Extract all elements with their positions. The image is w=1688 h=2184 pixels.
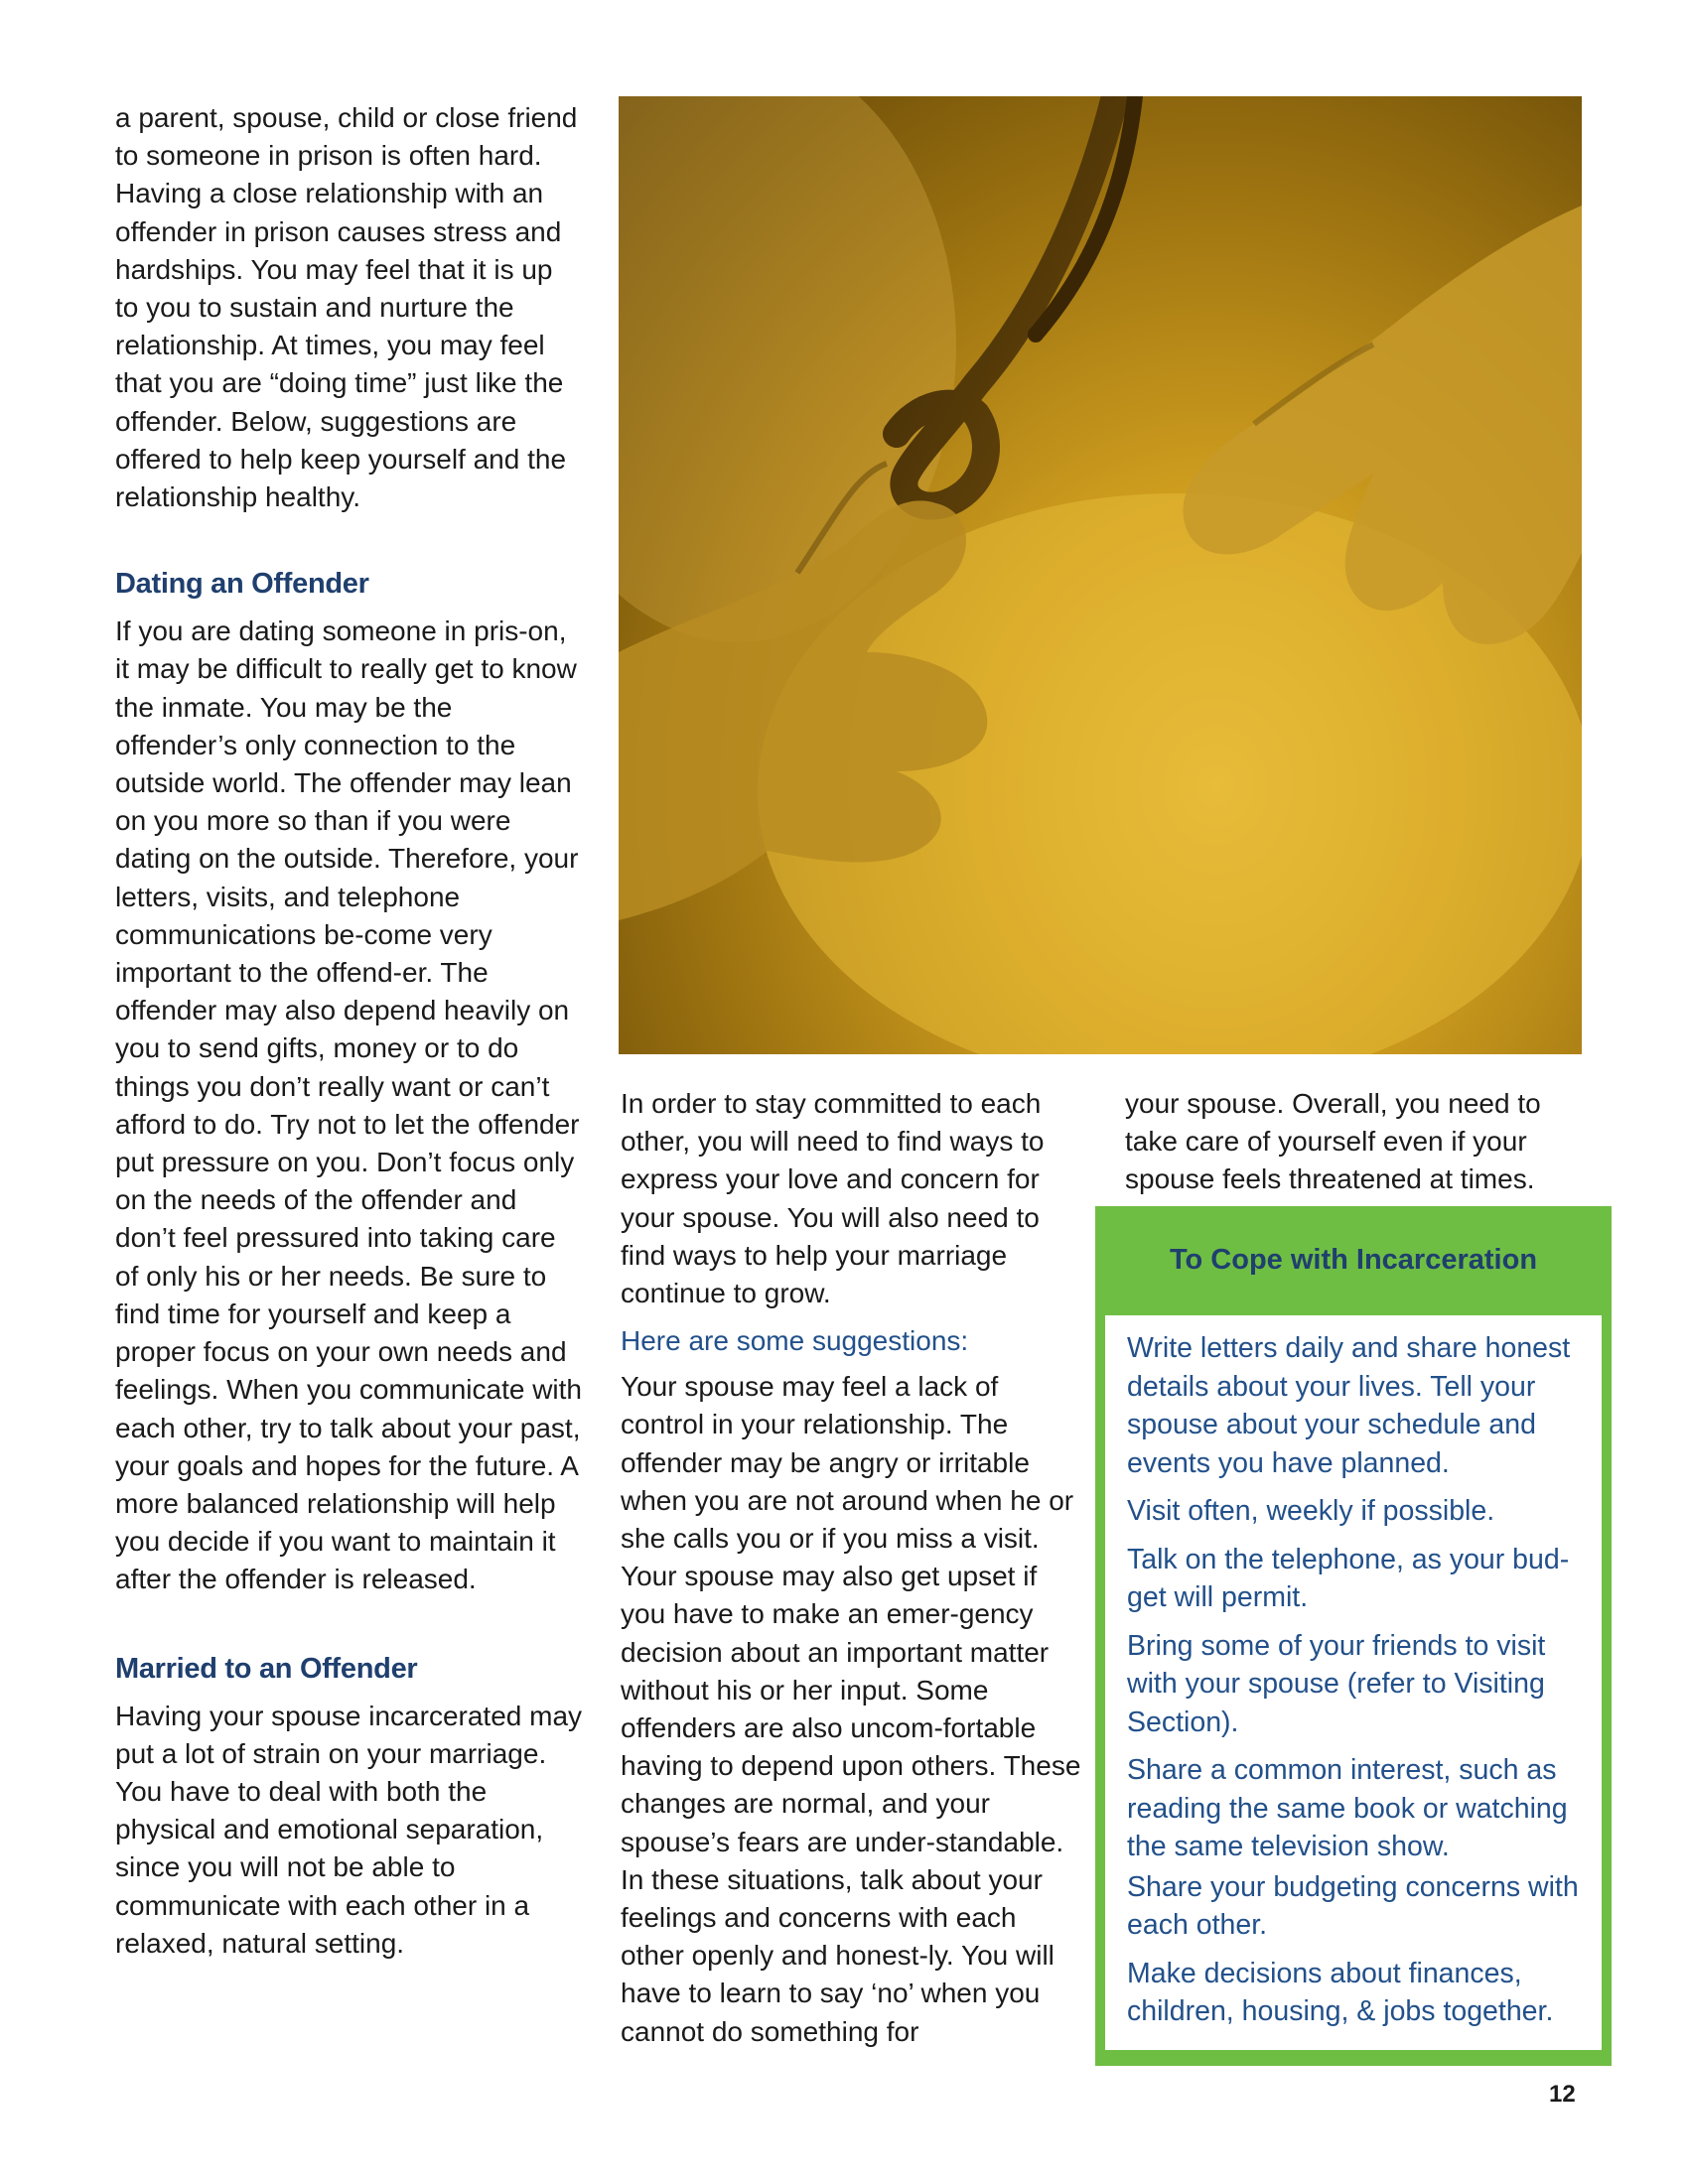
intro-paragraph: a parent, spouse, child or close friend to someone in prison is often hard. Having a close relationship with an offender in prison causes stress and hardships. You may feel that it is up to you to sustain and nurture the relationship. At times, you may feel that you are “doing time” just like the offender. Below, suggestions are offered to help keep yourself and the relationship healthy.	[115, 102, 578, 513]
left-column	[115, 99, 582, 1963]
right-column	[1125, 1085, 1592, 1199]
dating-paragraph: If you are dating someone in pris-on, it may be difficult to really get to know the inmate. You may be the offender’s only connection to the outside world. The offender may lean on you more so than if you were dating on the outside. Therefore, your letters, visits, and telephone communications be-come very important to the offend-er. The offender may also depend heavily on you to send gifts, money or to do things you don’t really want or can’t afford to do. Try not to let the offender put pressure on you. Don’t focus only on the needs of the offender and don’t feel pressured into taking care of only his or her needs. Be sure to find time for yourself and keep a proper focus on your own needs and feelings. When you communicate with each other, try to talk about your past, your goals and hopes for the future. A more balanced relationship will help you decide if you want to maintain it after the offender is released.	[115, 615, 582, 1595]
married-paragraph: Having your spouse incarcerated may put a lot of strain on your marriage. You have to deal with both the physical and emotional separation, since you will not be able to communicate with each other in a relaxed, natural setting.	[115, 1700, 583, 1959]
dating-heading: Dating an Offender	[115, 568, 369, 601]
hands-twirling-hair-photo	[619, 96, 1582, 1054]
callout-title: To Cope with Incarceration	[1169, 1244, 1538, 1276]
cope-tips-list	[1127, 1329, 1590, 2031]
middle-column	[621, 1085, 1087, 2051]
photo-illustration	[619, 96, 1582, 1054]
cope-tip: Share a common interest, such as reading the same book or watching the same television show.	[1127, 1754, 1568, 1862]
married-heading: Married to an Offender	[115, 1652, 418, 1685]
cope-tip: Make decisions about finances, children, housing, & jobs together.	[1127, 1957, 1554, 2027]
cope-tip: Bring some of your friends to visit with your spouse (refer to Visiting Section).	[1127, 1629, 1546, 1738]
commitment-paragraph: In order to stay committed to each other, you will need to find ways to express your love and concern for your spouse. You will also need to find ways to help your marriage continue to grow.	[621, 1088, 1045, 1309]
suggestions-lead: Here are some suggestions:	[621, 1325, 969, 1357]
cope-tip: Talk on the telephone, as your bud-get will permit.	[1127, 1543, 1570, 1613]
cope-callout-box	[1095, 1206, 1612, 2066]
cope-tip: Visit often, weekly if possible.	[1127, 1495, 1495, 1527]
control-paragraph: Your spouse may feel a lack of control in your relationship. The offender may be angry or irritable when you are not around when he or she calls you or if you miss a visit. Your spouse may also get upset if you have to make an emer-gency decision about an important matter without his or her input. Some offenders are also uncom-fortable having to depend upon others. These changes are normal, and your spouse’s fears are under-standable. In these situations, talk about your feelings and concerns with each other openly and honest-ly. You will have to learn to say ‘no’ when you cannot do something for	[621, 1371, 1081, 2047]
self-care-paragraph: your spouse. Overall, you need to take care of yourself even if your spouse feels threatened at times.	[1125, 1088, 1541, 1195]
cope-tip: Write letters daily and share honest details about your lives. Tell your spouse about your schedule and events you have planned.	[1127, 1332, 1571, 1479]
cope-tip: Share your budgeting concerns with each other.	[1127, 1870, 1579, 1941]
page-number: 12	[1549, 2081, 1576, 2108]
callout-list-panel	[1105, 1315, 1602, 2050]
